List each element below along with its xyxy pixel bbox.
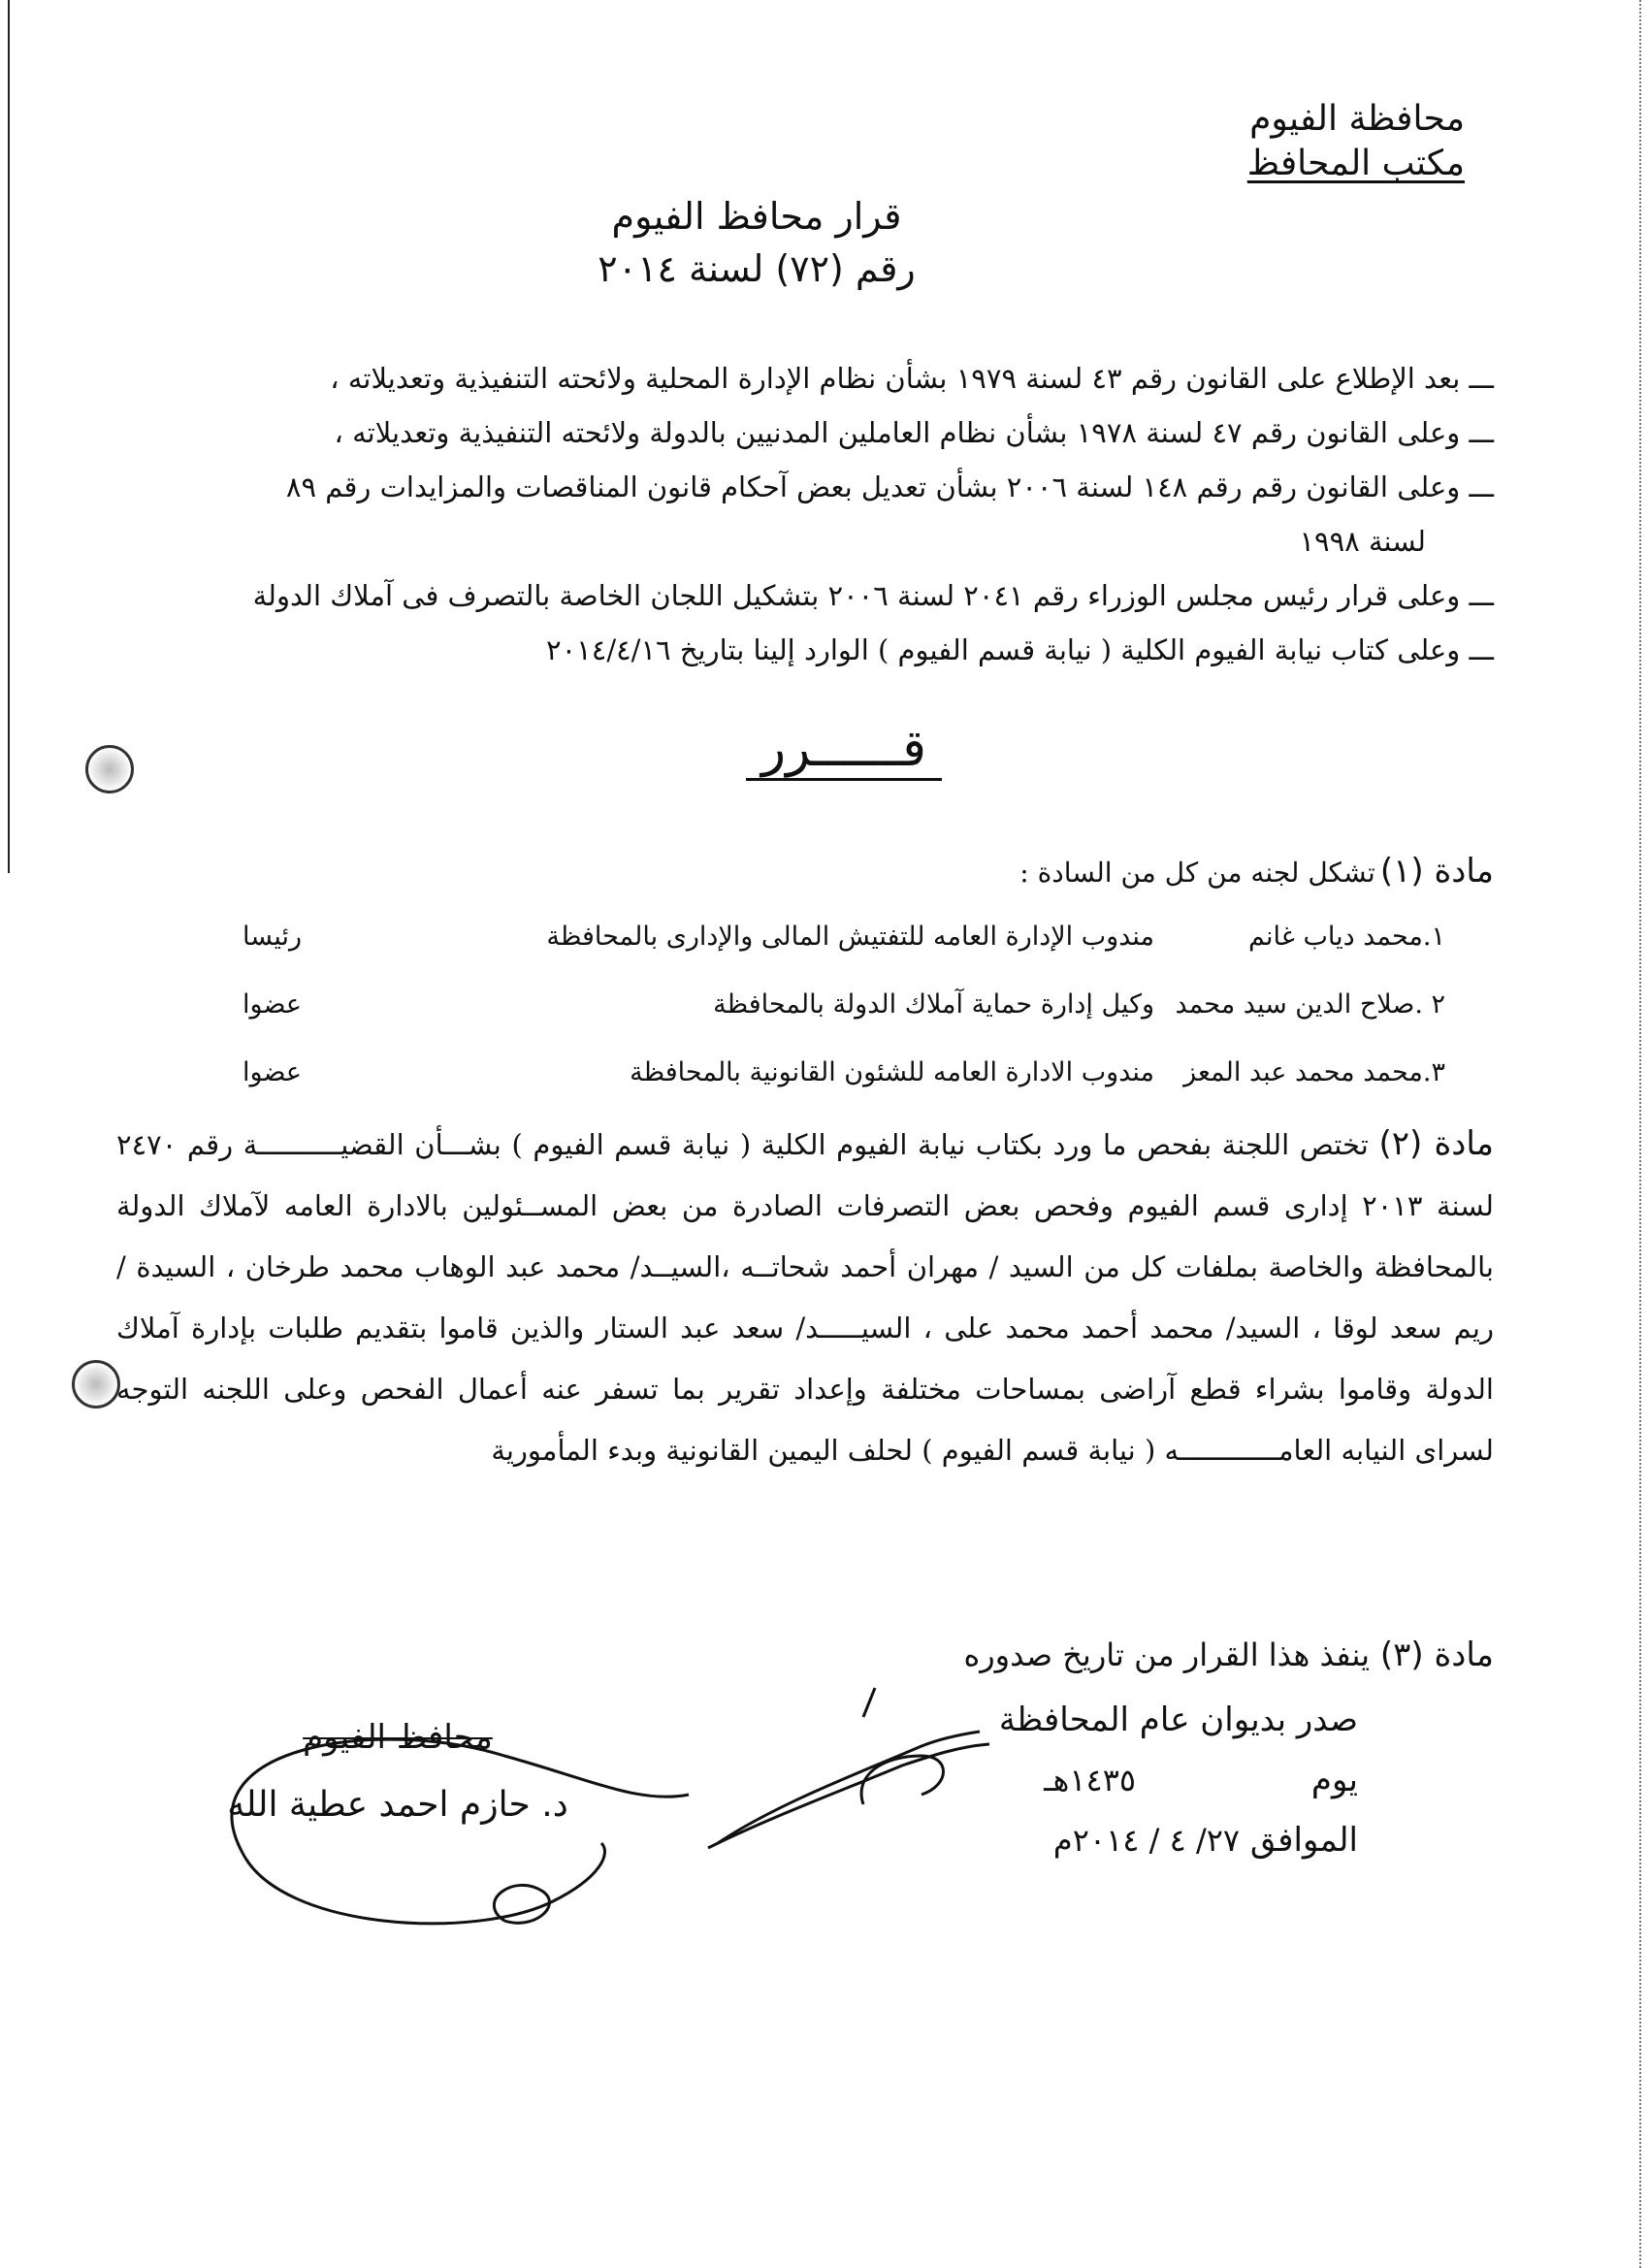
- signature-stroke: [232, 1739, 689, 1853]
- article-text: تختص اللجنة بفحص ما ورد بكتاب نيابة الفيوم الكلية ( نيابة قسم الفيوم ) بشـــأن القضيــــــــــة رقم ٢٤٧٠ لسنة ٢٠١٣ إدارى قسم الفيوم وفحص بعض التصرفات الصادرة من بعض المســئولين بالادارة العامه لآملاك الدولة بالمحافظة والخاصة بملفات كل من السيد / مهران أحمد شحاتــه ،السيــد/ محمد عبد الوهاب محمد طرخان ، السيدة / ريم سعد لوقا ، السيد/ محمد أحمد محمد على ، السيـــــد/ سعد عبد الستار والذين قاموا بتقديم طلبات بإدارة آملاك الدولة وقاموا بشراء قطع آراضى بمساحات مختلفة وإعداد تقرير بما تسفر عنه أعمال الفحص وعلى اللجنه التوجه لسراى النيابه العامــــــــــــه ( نيابة قسم الفيوم ) لحلف اليمين القانونية وبدء المأمورية: [116, 1128, 1494, 1467]
- member-description: مندوب الإدارة العامه للتفتيش المالى والإدارى بالمحافظة: [546, 922, 1154, 952]
- article-label: مادة (٢): [1378, 1124, 1494, 1163]
- member-name: ٢ .صلاح الدين سيد محمد: [1175, 989, 1445, 1020]
- member-name: ١.محمد دياب غانم: [1248, 922, 1445, 952]
- article-label: مادة (١): [1379, 852, 1494, 891]
- decision-heading: [718, 720, 970, 781]
- scan-edge-left: [8, 0, 16, 873]
- article-text: ينفذ هذا القرار من تاريخ صدوره: [963, 1636, 1371, 1673]
- article-2: [116, 1114, 1494, 1481]
- punch-hole: [85, 745, 134, 794]
- decree-number: رقم (٧٢) لسنة ٢٠١٤: [598, 247, 916, 290]
- signature-stroke: [861, 1756, 943, 1804]
- scan-edge-right: [1633, 0, 1641, 2268]
- corresponding-label: الموافق: [1249, 1821, 1358, 1860]
- preamble-item: ـــ وعلى كتاب نيابة الفيوم الكلية ( نيابة قسم الفيوم ) الوارد إلينا بتاريخ ٢٠١٤/٤/١٦: [546, 633, 1494, 666]
- member-role: عضوا: [242, 1057, 302, 1087]
- governorate-name: محافظة الفيوم: [1249, 99, 1465, 139]
- member-description: وكيل إدارة حماية آملاك الدولة بالمحافظة: [713, 989, 1154, 1020]
- signature-stroke: [708, 1744, 989, 1848]
- member-row: [204, 980, 1484, 1048]
- office-name: مكتب المحافظ: [1246, 144, 1465, 183]
- issuance-place: صدر بديوان عام المحافظة: [998, 1701, 1358, 1739]
- preamble-item: ـــ بعد الإطلاع على القانون رقم ٤٣ لسنة ١٩٧٩ بشأن نظام الإدارة المحلية ولائحته التنفيذية وتعديلاته ،: [330, 362, 1494, 395]
- committee-members: [204, 912, 1484, 1116]
- day-label: يوم: [1310, 1761, 1358, 1799]
- signature-stroke: [863, 1688, 875, 1717]
- preamble-item: ـــ وعلى القانون رقم رقم ١٤٨ لسنة ٢٠٠٦ بشأن تعديل بعض آحكام قانون المناقصات والمزايدات رقم ٨٩: [285, 470, 1494, 503]
- hijri-year: ١٤٣٥هـ: [1044, 1762, 1137, 1798]
- governor-name: د. حازم احمد عطية الله: [227, 1785, 568, 1825]
- preamble-item: ـــ وعلى القانون رقم ٤٧ لسنة ١٩٧٨ بشأن نظام العاملين المدنيين بالدولة ولائحته التنفيذية وتعديلاته ،: [334, 416, 1494, 449]
- letterhead: [1224, 97, 1465, 186]
- gregorian-date: ٢٧/ ٤ / ٢٠١٤م: [1052, 1822, 1241, 1859]
- decree-title-line1: قرار محافظ الفيوم: [611, 195, 902, 238]
- member-role: عضوا: [242, 989, 302, 1020]
- punch-hole: [72, 1360, 120, 1409]
- article-label: مادة (٣): [1379, 1636, 1494, 1674]
- handwritten-signature: [184, 1610, 1038, 1979]
- preamble-item: ـــ وعلى قرار رئيس مجلس الوزراء رقم ٢٠٤١ لسنة ٢٠٠٦ بتشكيل اللجان الخاصة بالتصرف فى آملاك الدولة: [252, 579, 1494, 612]
- preamble: [146, 351, 1494, 677]
- governor-title: محافظ الفيوم: [303, 1718, 493, 1757]
- article-1: [116, 852, 1494, 891]
- article-text: تشكل لجنه من كل من السادة :: [1019, 857, 1375, 889]
- member-row: [204, 1048, 1484, 1116]
- decree-title: [543, 190, 970, 295]
- member-role: رئيسا: [242, 922, 303, 952]
- member-description: مندوب الادارة العامه للشئون القانونية بالمحافظة: [630, 1057, 1154, 1087]
- signature-stroke: [242, 1843, 604, 1924]
- member-name: ٣.محمد محمد عبد المعز: [1183, 1057, 1445, 1087]
- decision-heading-text: قــــــرر: [746, 720, 942, 781]
- member-row: [204, 912, 1484, 980]
- preamble-item-continuation: لسنة ١٩٩٨: [1299, 525, 1426, 558]
